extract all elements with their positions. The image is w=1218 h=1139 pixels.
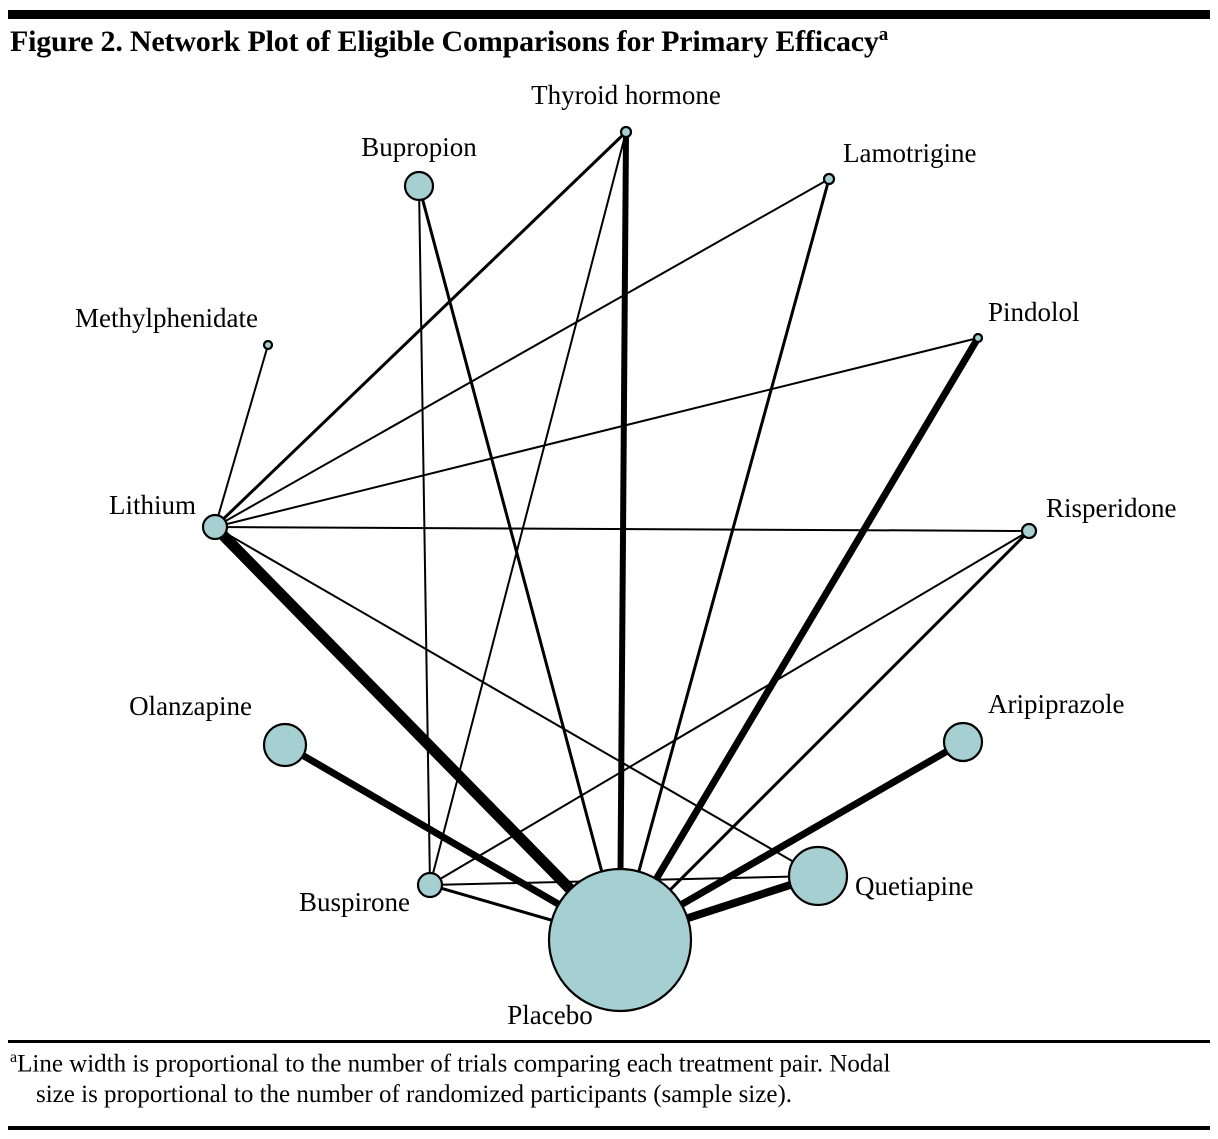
node-risperidone[interactable]: [1022, 524, 1036, 538]
node-label-quetiapine: Quetiapine: [855, 871, 974, 901]
node-label-placebo: Placebo: [507, 1000, 593, 1030]
network-svg: [0, 62, 1218, 1037]
node-aripiprazole[interactable]: [944, 723, 982, 761]
node-bupropion[interactable]: [405, 172, 433, 200]
node-label-risperidone: Risperidone: [1046, 493, 1177, 523]
node-thyroid[interactable]: [621, 127, 631, 137]
node-label-bupropion: Bupropion: [361, 132, 477, 162]
node-label-methylphenidate: Methylphenidate: [75, 303, 258, 333]
node-label-olanzapine: Olanzapine: [129, 691, 252, 721]
node-label-lithium: Lithium: [109, 490, 196, 520]
node-pindolol[interactable]: [974, 334, 982, 342]
edges-layer: [215, 132, 1029, 940]
footnote-rule: [8, 1040, 1210, 1043]
figure-title-text: Figure 2. Network Plot of Eligible Comparisons for Primary Efficacy: [10, 25, 879, 58]
top-rule: [8, 10, 1210, 19]
node-label-pindolol: Pindolol: [988, 297, 1080, 327]
node-lithium[interactable]: [203, 515, 227, 539]
bottom-rule: [8, 1126, 1210, 1130]
footnote-line-2: size is proportional to the number of randomized participants (sample size).: [36, 1080, 793, 1108]
figure-footnote: [10, 1048, 1206, 1110]
network-plot: [0, 62, 1218, 1037]
node-placebo[interactable]: [549, 869, 691, 1011]
node-quetiapine[interactable]: [789, 847, 847, 905]
edge-bupropion-buspirone: [419, 186, 430, 885]
edge-placebo-pindolol: [620, 338, 978, 940]
footnote-line-1: Line width is proportional to the number of trials comparing each treatment pair. Nodal: [17, 1050, 891, 1078]
figure-title-superscript: a: [878, 24, 888, 45]
figure-title: [10, 24, 1200, 60]
edge-placebo-lamotrigine: [620, 179, 829, 940]
node-buspirone[interactable]: [418, 873, 442, 897]
edge-placebo-thyroid: [620, 132, 626, 940]
edge-lithium-quetiapine: [215, 527, 818, 876]
node-label-lamotrigine: Lamotrigine: [843, 138, 977, 168]
node-lamotrigine[interactable]: [824, 174, 834, 184]
edge-lithium-pindolol: [215, 338, 978, 527]
node-methylphenidate[interactable]: [264, 341, 272, 349]
node-label-buspirone: Buspirone: [299, 887, 410, 917]
node-olanzapine[interactable]: [264, 724, 306, 766]
edge-thyroid-buspirone: [430, 132, 626, 885]
node-label-aripiprazole: Aripiprazole: [988, 689, 1125, 719]
node-label-thyroid: Thyroid hormone: [531, 80, 721, 110]
footnote-marker: a: [10, 1049, 18, 1066]
edge-placebo-bupropion: [419, 186, 620, 940]
